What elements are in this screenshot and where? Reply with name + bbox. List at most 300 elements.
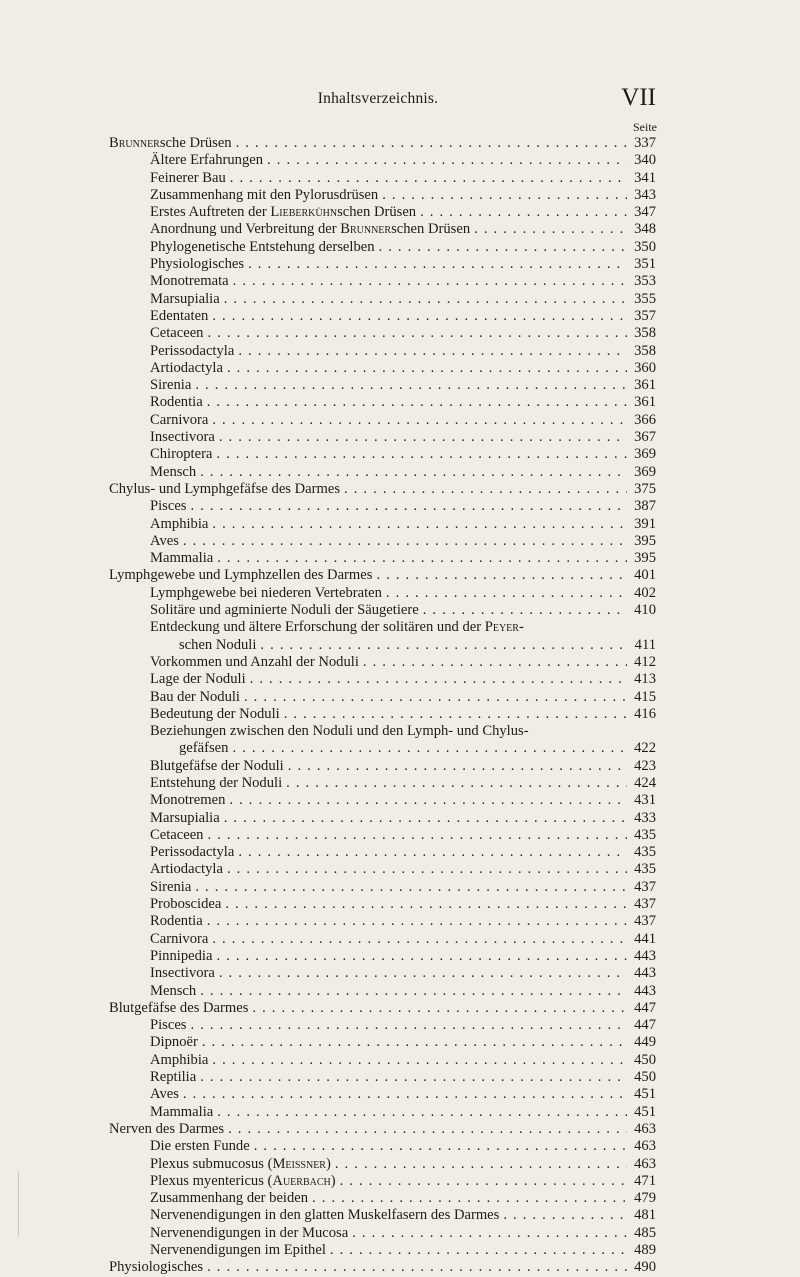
toc-entry-title — [150, 585, 382, 602]
dot-leader — [216, 446, 627, 463]
toc-title-part: Entstehung der Noduli — [150, 774, 283, 791]
toc-entry-page: 463 — [634, 1155, 656, 1172]
toc-entry — [100, 170, 656, 187]
toc-entry-title — [150, 550, 213, 567]
toc-entry-page: 485 — [634, 1224, 656, 1241]
table-of-contents — [100, 135, 656, 1277]
dot-leader — [202, 1034, 627, 1051]
toc-title-part: Rodentia — [150, 394, 203, 411]
toc-title-part: Marsupialia — [150, 290, 220, 307]
toc-entry — [100, 689, 656, 706]
toc-entry — [100, 948, 656, 965]
toc-title-part: Mensch — [150, 463, 197, 480]
toc-title-part: Chylus- und Lymphgefäfse des Darmes — [109, 480, 341, 497]
dot-leader — [200, 983, 627, 1000]
toc-entry — [100, 861, 656, 878]
toc-entry — [100, 740, 656, 757]
toc-title-part: Cetaceen — [150, 325, 204, 342]
toc-entry-page: 481 — [634, 1207, 656, 1224]
toc-entry-title — [150, 913, 203, 930]
toc-entry-title — [150, 360, 223, 377]
toc-title-part: Marsupialia — [150, 809, 220, 826]
toc-entry-title — [150, 1156, 331, 1173]
toc-title-part: Physiologisches — [109, 1259, 204, 1276]
toc-entry-title — [150, 861, 223, 878]
toc-entry-page: 337 — [634, 135, 656, 151]
toc-entry — [100, 723, 656, 740]
toc-entry-page: 375 — [634, 480, 656, 497]
toc-title-part: ) — [325, 1155, 331, 1172]
toc-entry — [100, 619, 656, 636]
toc-entry — [100, 1000, 656, 1017]
toc-title-part: Monotremen — [150, 792, 226, 809]
toc-title-part: Edentaten — [150, 307, 209, 324]
toc-title-part: Beziehungen zwischen den Noduli und den Lymph- und Chylus- — [150, 723, 529, 740]
dot-leader — [230, 170, 627, 187]
toc-title-part: Auerbach — [272, 1172, 331, 1189]
toc-entry — [100, 585, 656, 602]
toc-entry-title — [150, 377, 191, 394]
dot-leader — [229, 792, 627, 809]
toc-entry-title — [109, 481, 340, 498]
toc-title-part: Carnivora — [150, 930, 209, 947]
toc-title-part: Pisces — [150, 498, 187, 515]
toc-entry-title — [150, 1225, 348, 1242]
toc-entry — [100, 1156, 656, 1173]
toc-entry-page: 449 — [634, 1034, 656, 1051]
toc-entry — [100, 896, 656, 913]
toc-entry — [100, 965, 656, 982]
dot-leader — [252, 1000, 627, 1017]
toc-title-part: Plexus myentericus ( — [150, 1172, 273, 1189]
toc-entry-title — [150, 1052, 208, 1069]
toc-title-part: Proboscidea — [150, 896, 222, 913]
dot-leader — [236, 135, 627, 152]
toc-entry-title — [150, 983, 196, 1000]
toc-entry — [100, 1138, 656, 1155]
toc-entry-page: 391 — [634, 515, 656, 532]
toc-entry-title — [109, 567, 372, 584]
dot-leader — [207, 1259, 627, 1276]
toc-entry-page: 395 — [634, 532, 656, 549]
toc-title-part: Phylogenetische Entstehung derselben — [150, 238, 375, 255]
toc-entry-title — [150, 291, 220, 308]
dot-leader — [288, 758, 627, 775]
toc-entry — [100, 152, 656, 169]
toc-entry-title — [150, 896, 221, 913]
dot-leader — [183, 1086, 627, 1103]
toc-title-part: Plexus submucosus ( — [150, 1155, 273, 1172]
toc-entry — [100, 239, 656, 256]
dot-leader — [183, 533, 627, 550]
toc-entry — [100, 256, 656, 273]
toc-entry-page: 424 — [634, 774, 656, 791]
dot-leader — [379, 239, 627, 256]
toc-entry-title — [150, 1207, 499, 1224]
dot-leader — [284, 706, 627, 723]
toc-entry-title — [150, 1104, 213, 1121]
toc-title-part: Zusammenhang mit den Pylorusdrüsen — [150, 186, 379, 203]
toc-entry-title — [150, 533, 179, 550]
dot-leader — [225, 896, 627, 913]
toc-title-part: Physiologisches — [150, 256, 245, 273]
dot-leader — [232, 740, 627, 757]
seite-column-label: Seite — [633, 120, 657, 134]
toc-title-part: Sirenia — [150, 377, 192, 394]
toc-entry-page: 443 — [634, 947, 656, 964]
toc-entry-page: 463 — [634, 1120, 656, 1137]
toc-entry-title — [150, 827, 203, 844]
dot-leader — [335, 1156, 627, 1173]
toc-entry — [100, 567, 656, 584]
toc-title-part: Blutgefäfse des Darmes — [109, 999, 249, 1016]
toc-title-part: Aves — [150, 1086, 179, 1103]
toc-title-part: Peyer- — [484, 619, 524, 636]
toc-title-part: Blutgefäfse der Noduli — [150, 757, 284, 774]
dot-leader — [344, 481, 627, 498]
toc-entry — [100, 187, 656, 204]
toc-entry-title — [109, 1259, 203, 1276]
toc-title-part: Meissner — [272, 1155, 326, 1172]
toc-entry-page: 340 — [634, 152, 656, 169]
toc-entry-title — [150, 654, 359, 671]
dot-leader — [376, 567, 627, 584]
toc-title-part: Perissodactyla — [150, 342, 235, 359]
dot-leader — [190, 498, 627, 515]
toc-entry-page: 437 — [634, 913, 656, 930]
toc-title-part: Pisces — [150, 1017, 187, 1034]
dot-leader — [224, 810, 627, 827]
toc-title-part: Anordnung und Verbreitung der — [150, 221, 341, 238]
toc-title-part: ) — [330, 1172, 336, 1189]
toc-title-part: Vorkommen und Anzahl der Noduli — [150, 653, 359, 670]
dot-leader — [212, 931, 627, 948]
toc-entry — [100, 758, 656, 775]
dot-leader — [212, 412, 627, 429]
toc-entry-page: 416 — [634, 705, 656, 722]
toc-entry-page: 367 — [634, 429, 656, 446]
toc-entry-title — [150, 775, 282, 792]
toc-entry — [100, 792, 656, 809]
toc-entry-title — [150, 1069, 196, 1086]
toc-entry-page: 443 — [634, 965, 656, 982]
toc-entry-title — [150, 394, 203, 411]
page-number: VII — [621, 84, 656, 111]
toc-entry-title — [150, 879, 191, 896]
toc-entry-title — [150, 221, 470, 238]
toc-entry-title — [150, 273, 229, 290]
toc-entry — [100, 1225, 656, 1242]
toc-entry-title — [150, 256, 244, 273]
toc-title-part: Pinnipedia — [150, 947, 213, 964]
toc-title-part: Lage der Noduli — [150, 671, 246, 688]
toc-entry-title — [150, 343, 234, 360]
dot-leader — [224, 291, 627, 308]
dot-leader — [212, 308, 627, 325]
toc-entry-title — [150, 723, 529, 740]
toc-title-part: schen Drüsen — [391, 221, 471, 238]
toc-title-part: Amphibia — [150, 515, 209, 532]
toc-entry-page: 431 — [634, 792, 656, 809]
toc-entry — [100, 360, 656, 377]
toc-entry — [100, 827, 656, 844]
toc-title-part: Solitäre und agminierte Noduli der Säugetiere — [150, 602, 419, 619]
toc-entry-title — [150, 1138, 250, 1155]
dot-leader — [200, 1069, 627, 1086]
toc-entry — [100, 204, 656, 221]
toc-entry — [100, 1121, 656, 1138]
toc-entry — [100, 931, 656, 948]
toc-title-part: Mensch — [150, 982, 197, 999]
toc-entry-page: 423 — [634, 757, 656, 774]
toc-title-part: Sirenia — [150, 878, 192, 895]
toc-entry-page: 490 — [634, 1259, 656, 1276]
toc-title-part: Erstes Auftreten der — [150, 204, 271, 221]
toc-entry-title — [150, 671, 246, 688]
toc-entry-title — [150, 187, 378, 204]
toc-entry-page: 402 — [634, 584, 656, 601]
toc-entry-page: 401 — [634, 567, 656, 584]
toc-entry-title — [150, 1190, 308, 1207]
dot-leader — [330, 1242, 627, 1259]
dot-leader — [207, 827, 627, 844]
toc-entry-page: 369 — [634, 446, 656, 463]
dot-leader — [195, 377, 627, 394]
dot-leader — [238, 844, 627, 861]
dot-leader — [212, 516, 627, 533]
toc-entry-title — [150, 516, 208, 533]
toc-entry — [100, 308, 656, 325]
toc-entry — [100, 1052, 656, 1069]
dot-leader — [216, 948, 627, 965]
toc-entry — [100, 1207, 656, 1224]
toc-entry-title — [150, 1034, 198, 1051]
toc-entry — [100, 550, 656, 567]
toc-title-part: schen Drüsen — [337, 204, 417, 221]
dot-leader — [217, 550, 627, 567]
toc-title-part: gefäfsen — [179, 740, 229, 757]
toc-entry-page: 348 — [634, 221, 656, 238]
toc-entry — [100, 343, 656, 360]
toc-entry-page: 489 — [634, 1242, 656, 1258]
toc-entry — [100, 429, 656, 446]
dot-leader — [248, 256, 627, 273]
toc-entry — [100, 325, 656, 342]
dot-leader — [207, 394, 627, 411]
toc-entry-title — [150, 792, 225, 809]
dot-leader — [382, 187, 627, 204]
toc-entry — [100, 412, 656, 429]
toc-entry — [100, 1034, 656, 1051]
toc-title-part: Ältere Erfahrungen — [150, 152, 264, 169]
toc-entry-page: 355 — [634, 290, 656, 307]
toc-entry-title — [150, 464, 196, 481]
toc-entry — [100, 1104, 656, 1121]
toc-entry-page: 471 — [634, 1172, 656, 1189]
toc-entry-page: 450 — [634, 1069, 656, 1086]
toc-entry — [100, 1017, 656, 1034]
toc-entry-title — [150, 308, 208, 325]
toc-entry-page: 443 — [634, 982, 656, 999]
dot-leader — [423, 602, 627, 619]
toc-entry — [100, 273, 656, 290]
toc-entry-page: 347 — [634, 204, 656, 221]
toc-entry-title — [150, 844, 234, 861]
toc-entry-page: 358 — [634, 342, 656, 359]
toc-entry-title — [150, 429, 215, 446]
toc-title-part: Chiroptera — [150, 446, 213, 463]
toc-title-part: Nerven des Darmes — [109, 1120, 225, 1137]
toc-title-part: Nervenendigungen in der Mucosa — [150, 1224, 349, 1241]
toc-entry-page: 447 — [634, 999, 656, 1016]
toc-entry-title — [150, 1017, 186, 1034]
dot-leader — [312, 1190, 627, 1207]
dot-leader — [228, 1121, 627, 1138]
toc-entry — [100, 844, 656, 861]
toc-entry-page: 451 — [634, 1086, 656, 1103]
toc-entry-title — [150, 498, 186, 515]
toc-entry — [100, 533, 656, 550]
dot-leader — [474, 221, 627, 238]
toc-entry-title — [150, 170, 226, 187]
toc-entry-page: 413 — [634, 671, 656, 688]
toc-entry — [100, 602, 656, 619]
toc-entry — [100, 481, 656, 498]
toc-entry-title — [150, 1173, 336, 1190]
dot-leader — [219, 965, 627, 982]
toc-title-part: Aves — [150, 532, 179, 549]
toc-title-part: Rodentia — [150, 913, 203, 930]
toc-entry — [100, 394, 656, 411]
toc-entry — [100, 775, 656, 792]
toc-entry-title — [150, 204, 416, 221]
toc-title-part: Mammalia — [150, 1103, 214, 1120]
toc-entry-title — [109, 135, 232, 152]
toc-entry-page: 343 — [634, 186, 656, 203]
toc-entry — [100, 1173, 656, 1190]
toc-title-part: Cetaceen — [150, 826, 204, 843]
toc-entry-page: 479 — [634, 1190, 656, 1207]
toc-entry-page: 441 — [634, 930, 656, 947]
dot-leader — [352, 1225, 627, 1242]
toc-entry-title — [150, 810, 220, 827]
toc-entry-page: 360 — [634, 359, 656, 376]
toc-entry — [100, 1259, 656, 1276]
dot-leader — [217, 1104, 627, 1121]
toc-title-part: Insectivora — [150, 965, 215, 982]
toc-title-part: Lymphgewebe bei niederen Vertebraten — [150, 584, 382, 601]
toc-entry-title — [150, 446, 212, 463]
toc-title-part: Reptilia — [150, 1069, 197, 1086]
dot-leader — [244, 689, 627, 706]
toc-entry — [100, 516, 656, 533]
toc-title-part: Lymphgewebe und Lymphzellen des Darmes — [109, 567, 373, 584]
toc-entry-page: 369 — [634, 463, 656, 480]
toc-entry-page: 353 — [634, 273, 656, 290]
dot-leader — [190, 1017, 627, 1034]
dot-leader — [200, 464, 627, 481]
toc-entry — [100, 221, 656, 238]
toc-entry-title — [150, 152, 263, 169]
toc-entry-page: 437 — [634, 878, 656, 895]
toc-entry — [100, 983, 656, 1000]
toc-entry-page: 361 — [634, 394, 656, 411]
toc-entry — [100, 1242, 656, 1259]
toc-title-part: Nervenendigungen in den glatten Muskelfasern des Darmes — [150, 1207, 500, 1224]
toc-entry-page: 395 — [634, 550, 656, 567]
toc-title-part: Zusammenhang der beiden — [150, 1190, 309, 1207]
toc-entry-page: 366 — [634, 411, 656, 428]
toc-entry-page: 437 — [634, 896, 656, 913]
toc-title-part: Amphibia — [150, 1051, 209, 1068]
toc-title-part: Brunner — [340, 221, 392, 238]
toc-entry — [100, 671, 656, 688]
toc-title-part: Brunner — [109, 135, 160, 151]
toc-title-part: Perissodactyla — [150, 844, 235, 861]
toc-entry-title — [109, 1000, 248, 1017]
toc-entry-title — [150, 412, 208, 429]
toc-title-part: Die ersten Funde — [150, 1138, 250, 1155]
toc-entry-page: 435 — [634, 826, 656, 843]
toc-entry — [100, 879, 656, 896]
toc-entry — [100, 637, 656, 654]
toc-entry-page: 361 — [634, 377, 656, 394]
dot-leader — [363, 654, 627, 671]
toc-entry-title — [150, 619, 524, 636]
page-header — [100, 84, 656, 118]
toc-entry-page: 410 — [634, 602, 656, 619]
toc-entry-title — [150, 706, 280, 723]
toc-entry-page: 412 — [634, 653, 656, 670]
toc-title-part: Lieberkühn — [270, 204, 338, 221]
toc-entry-page: 451 — [634, 1103, 656, 1120]
toc-entry-title — [179, 740, 228, 757]
dot-leader — [340, 1173, 627, 1190]
toc-entry-page: 357 — [634, 307, 656, 324]
toc-entry-title — [109, 1121, 224, 1138]
toc-title-part: Bau der Noduli — [150, 688, 240, 705]
toc-entry-title — [150, 239, 375, 256]
toc-entry-page: 435 — [634, 861, 656, 878]
toc-title-part: Nervenendigungen im Epithel — [150, 1242, 326, 1258]
toc-title-part: Carnivora — [150, 411, 209, 428]
toc-entry-title — [150, 602, 419, 619]
toc-entry — [100, 291, 656, 308]
toc-entry — [100, 498, 656, 515]
toc-entry-page: 358 — [634, 325, 656, 342]
toc-title-part: sche Drüsen — [159, 135, 232, 151]
dot-leader — [503, 1207, 627, 1224]
dot-leader — [250, 671, 627, 688]
toc-entry-page: 411 — [634, 636, 656, 653]
toc-title-part: Bedeutung der Noduli — [150, 705, 280, 722]
toc-entry — [100, 913, 656, 930]
dot-leader — [207, 325, 627, 342]
dot-leader — [195, 879, 627, 896]
toc-title-part: Insectivora — [150, 429, 215, 446]
toc-entry-title — [150, 931, 208, 948]
toc-entry-page: 463 — [634, 1138, 656, 1155]
toc-entry — [100, 464, 656, 481]
toc-entry-page: 450 — [634, 1051, 656, 1068]
dot-leader — [207, 913, 627, 930]
toc-title-part: Monotremata — [150, 273, 229, 290]
toc-entry — [100, 1086, 656, 1103]
toc-entry-title — [150, 689, 240, 706]
toc-entry-title — [150, 948, 212, 965]
toc-entry — [100, 810, 656, 827]
dot-leader — [212, 1052, 627, 1069]
